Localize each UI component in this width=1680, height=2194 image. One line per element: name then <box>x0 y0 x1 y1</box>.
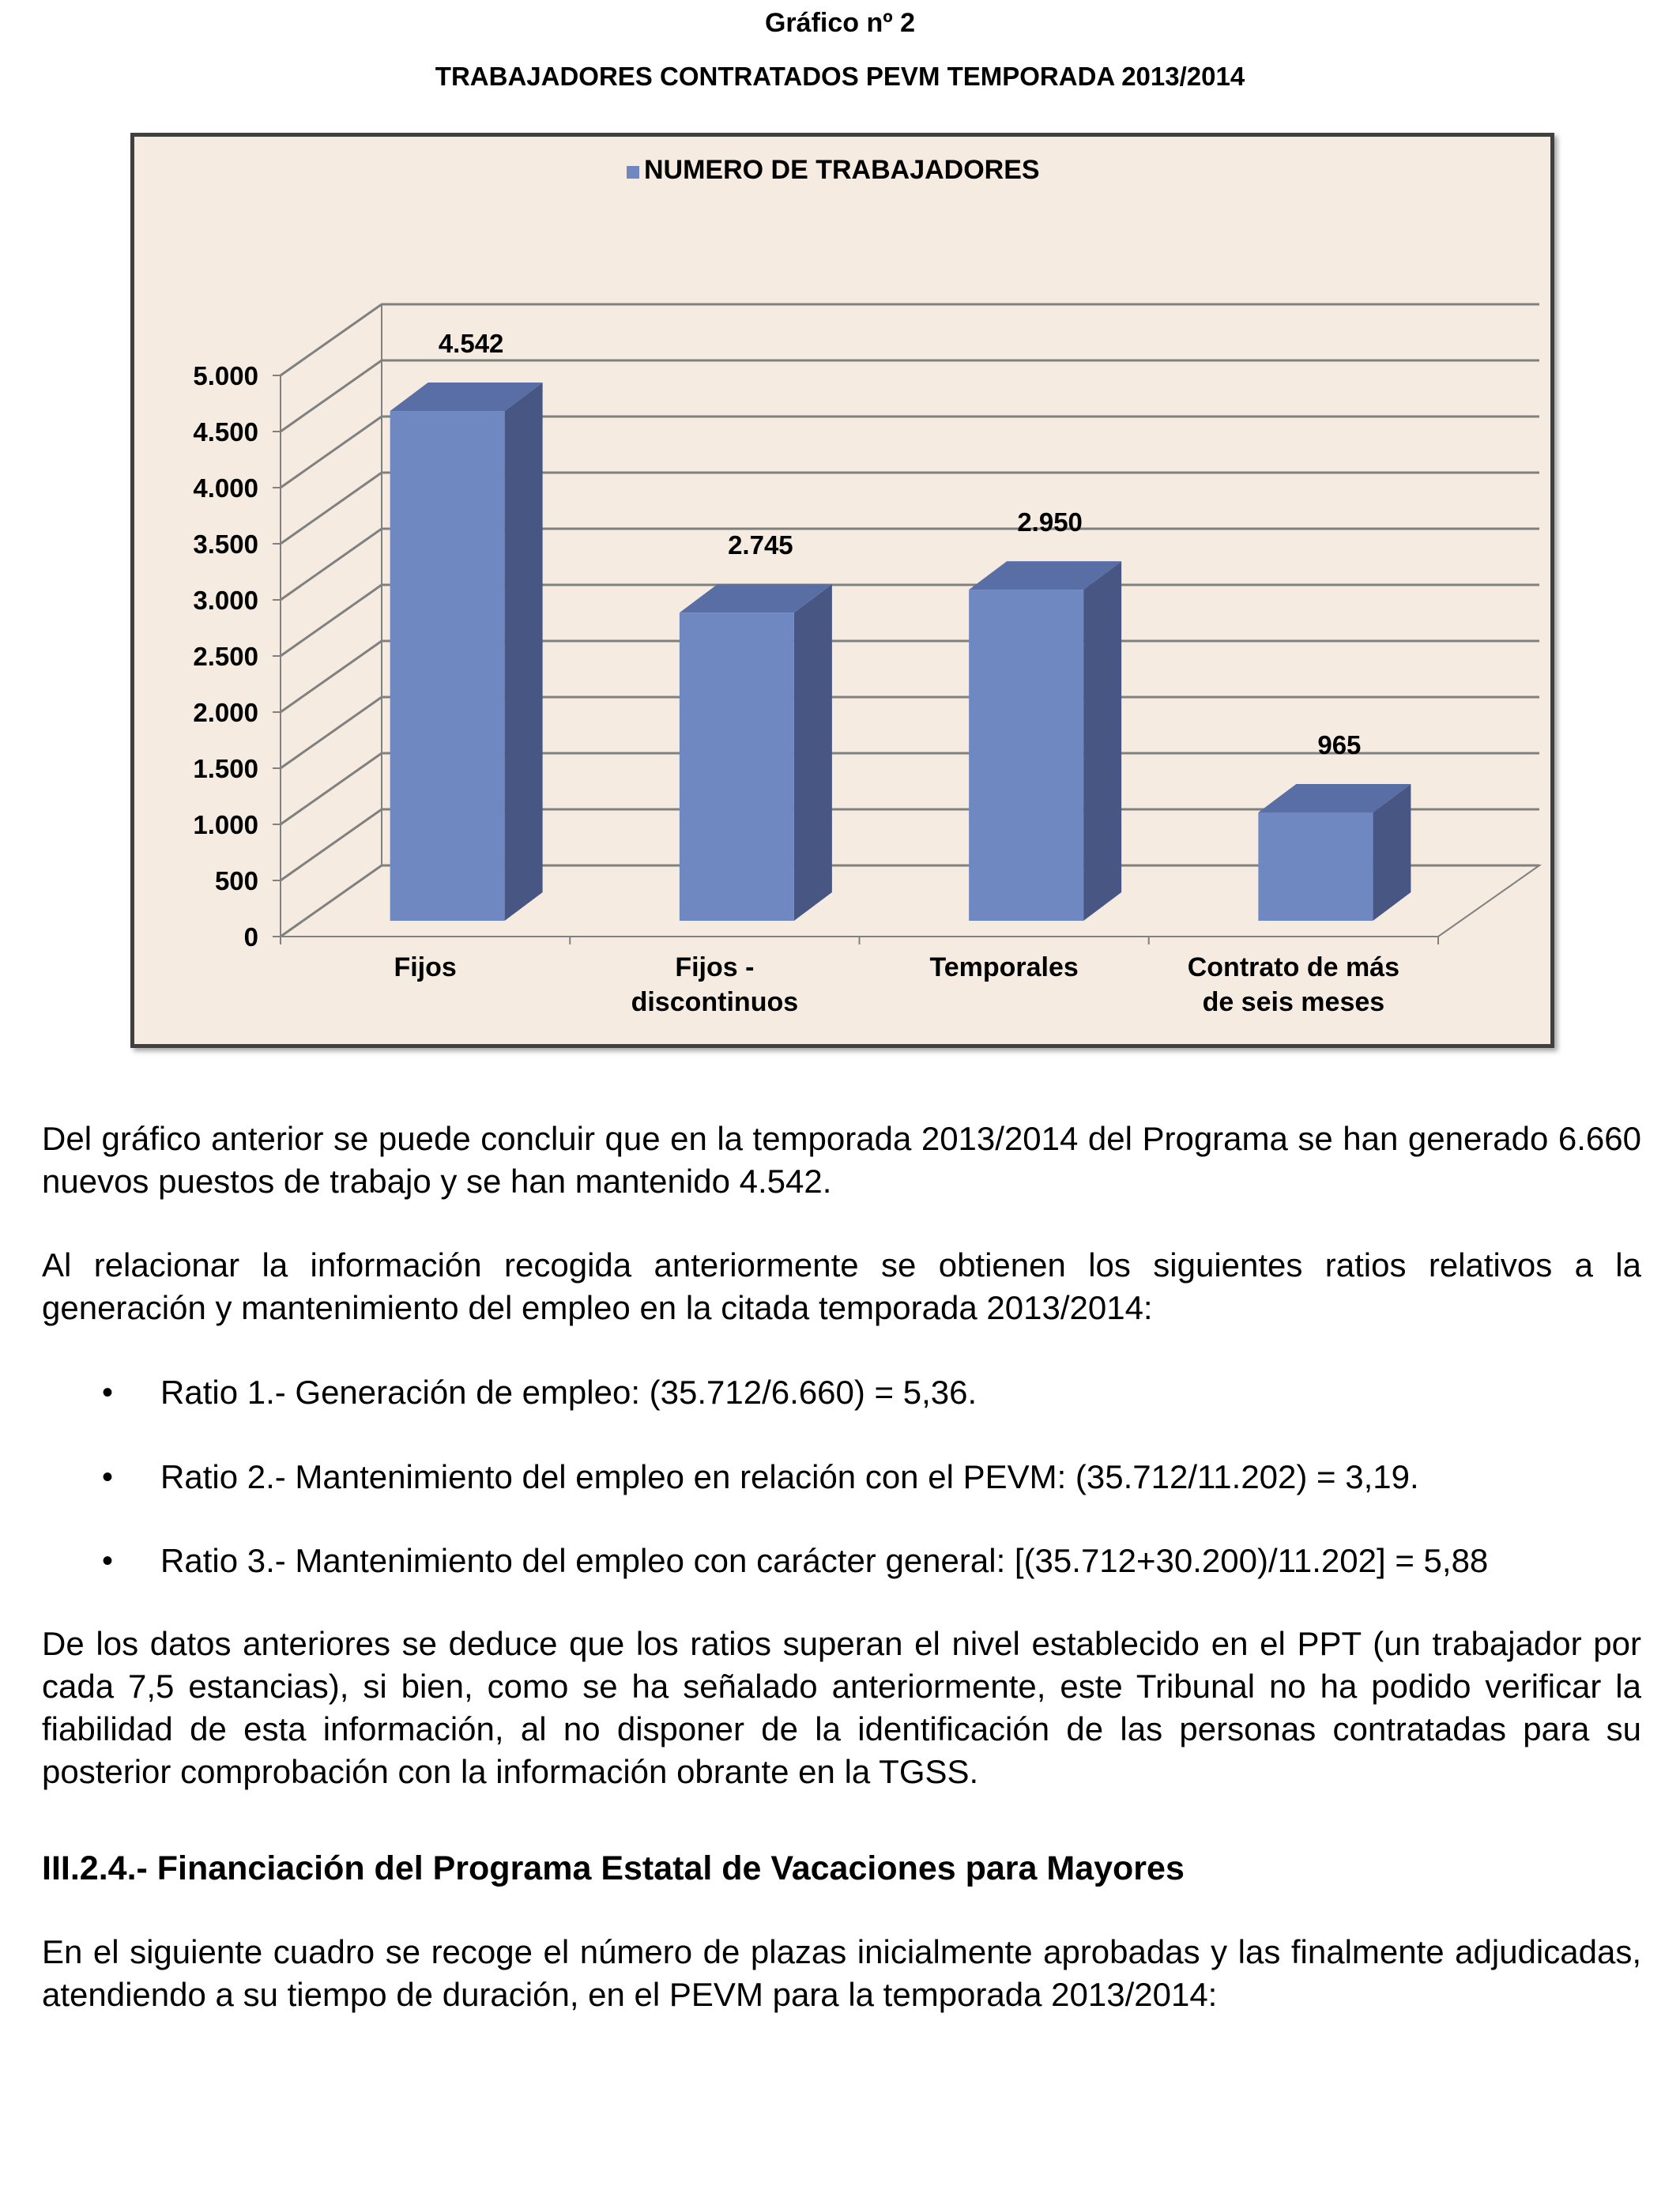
bar-2 <box>680 613 794 921</box>
ratio-3: Ratio 3.- Mantenimiento del empleo con carácter general: [(35.712+30.200)/11.202] = 5,88 <box>160 1542 1489 1579</box>
bar-side <box>794 584 832 921</box>
gridline-depth <box>281 753 382 824</box>
bullet-icon: • <box>102 1460 114 1495</box>
y-tick-label: 4.000 <box>193 473 258 503</box>
gridline-depth <box>281 641 382 712</box>
gridline-depth <box>281 809 382 880</box>
gridline-depth <box>281 304 382 375</box>
gridline-depth <box>281 360 382 432</box>
y-tick-label: 4.500 <box>193 417 258 447</box>
x-tick-label: Fijos <box>394 952 457 982</box>
figure-title: TRABAJADORES CONTRATADOS PEVM TEMPORADA 2013/2014 <box>435 62 1245 91</box>
gridline-depth <box>281 697 382 768</box>
gridline-depth <box>281 473 382 544</box>
y-tick-label: 1.000 <box>193 810 258 839</box>
x-tick-label: Fijos - <box>675 952 755 982</box>
x-tick-label: Temporales <box>929 952 1079 982</box>
legend-swatch <box>627 166 639 179</box>
data-label: 2.950 <box>1017 507 1083 537</box>
bullet-icon: • <box>102 1544 114 1578</box>
bar-1 <box>390 411 505 921</box>
x-tick-label: Contrato de más <box>1187 952 1400 982</box>
y-tick-label: 2.500 <box>193 642 258 671</box>
gridline-depth <box>281 417 382 488</box>
gridline-depth <box>281 529 382 600</box>
ratio-2: Ratio 2.- Mantenimiento del empleo en relación con el PEVM: (35.712/11.202) = 3,19. <box>160 1458 1419 1495</box>
x-tick-label: discontinuos <box>631 987 799 1017</box>
bar-chart <box>134 137 1550 1044</box>
y-tick-label: 500 <box>214 866 258 895</box>
paragraph-ratios-conclusion: De los datos anteriores se deduce que los ratios superan el nivel establecido en el PPT (un trabajador por cada 7,5 estancias), si bien, como se ha señalado anteriormente, este Tribunal no ha podido verificar la fiabilidad de esta información, al no disponer de la identificación de las personas contratadas para su posterior comprobación con la información obrante en la TGSS. <box>42 1625 1641 1790</box>
paragraph-conclusion: Del gráfico anterior se puede concluir que en la temporada 2013/2014 del Programa se han generado 6.660 nuevos puestos de trabajo y se han mantenido 4.542. <box>42 1120 1641 1200</box>
figure-label: Gráfico nº 2 <box>764 8 916 38</box>
data-label: 4.542 <box>438 329 504 359</box>
y-tick-label: 5.000 <box>193 361 258 390</box>
paragraph-table-intro: En el siguiente cuadro se recoge el número de plazas inicialmente aprobadas y las finalmente adjudicadas, atendiendo a su tiempo de duración, en el PEVM para la temporada 2013/2014: <box>42 1933 1641 2013</box>
legend-label: NUMERO DE TRABAJADORES <box>644 155 1040 185</box>
chart-frame <box>130 133 1554 1048</box>
data-label: 965 <box>1317 729 1362 760</box>
x-tick-label: de seis meses <box>1202 987 1385 1017</box>
y-tick-label: 0 <box>243 922 258 952</box>
y-tick-label: 3.000 <box>193 586 258 615</box>
bar-4 <box>1258 812 1373 921</box>
bar-3 <box>969 590 1083 921</box>
y-tick-label: 1.500 <box>193 754 258 783</box>
gridline-depth <box>281 865 382 937</box>
ratio-1: Ratio 1.- Generación de empleo: (35.712/6.660) = 5,36. <box>160 1374 977 1411</box>
bar-side <box>505 383 543 921</box>
bullet-icon: • <box>102 1375 114 1410</box>
bar-side <box>1083 561 1121 921</box>
paragraph-ratios-intro: Al relacionar la información recogida anteriormente se obtienen los siguientes ratios relativos a la generación y mantenimiento del empleo en la citada temporada 2013/2014: <box>42 1246 1641 1326</box>
y-tick-label: 3.500 <box>193 530 258 559</box>
section-heading: III.2.4.- Financiación del Programa Estatal de Vacaciones para Mayores <box>42 1849 1185 1887</box>
data-label: 2.745 <box>728 530 793 560</box>
gridline-depth <box>281 585 382 656</box>
y-tick-label: 2.000 <box>193 698 258 727</box>
